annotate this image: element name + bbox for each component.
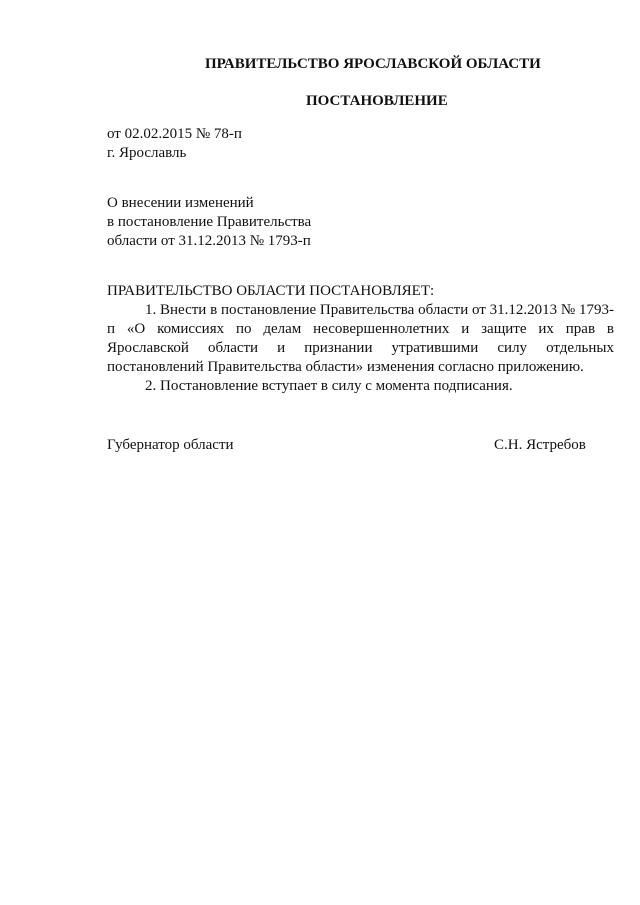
organization-title: ПРАВИТЕЛЬСТВО ЯРОСЛАВСКОЙ ОБЛАСТИ bbox=[205, 56, 541, 72]
subject-line: в постановление Правительства bbox=[107, 214, 312, 230]
document-type-title: ПОСТАНОВЛЕНИЕ bbox=[306, 93, 448, 109]
document-subject bbox=[107, 194, 311, 251]
decree-item-1: 1. Внести в постановление Правительства области от 31.12.2013 № 1793-п «О комиссиях по делам несовершеннолетних и защите их прав в Ярославской области и признании утратившими силу отдельных постановлений Правительства области» изменения согласно приложению. bbox=[107, 302, 614, 375]
signatory-position: Губернатор области bbox=[107, 437, 234, 453]
decree-heading: ПРАВИТЕЛЬСТВО ОБЛАСТИ ПОСТАНОВЛЯЕТ: bbox=[107, 283, 435, 299]
decree-item-2: 2. Постановление вступает в силу с момента подписания. bbox=[145, 378, 513, 394]
subject-line: О внесении изменений bbox=[107, 195, 254, 211]
date-number: от 02.02.2015 № 78-п bbox=[107, 126, 242, 142]
city: г. Ярославль bbox=[107, 145, 187, 161]
decree-body bbox=[107, 282, 614, 396]
document-meta bbox=[107, 125, 242, 163]
subject-line: области от 31.12.2013 № 1793-п bbox=[107, 233, 311, 249]
signatory-name: С.Н. Ястребов bbox=[494, 437, 586, 453]
